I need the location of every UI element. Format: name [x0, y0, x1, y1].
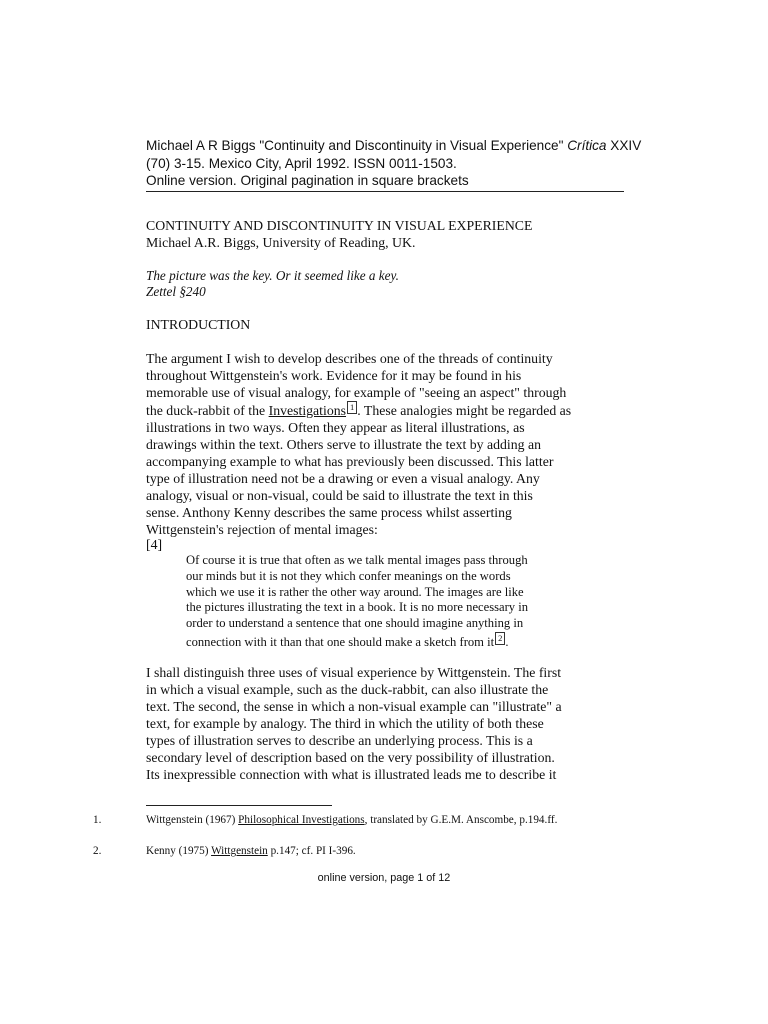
paragraph-line: analogy, visual or non-visual, could be said to illustrate the text in this [146, 488, 533, 503]
paragraph-line: Wittgenstein's rejection of mental images: [146, 522, 378, 537]
paragraph-line: text. The second, the sense in which a non-visual example can "illustrate" a [146, 699, 562, 714]
paragraph-line: Its inexpressible connection with what is illustrated leads me to describe it [146, 767, 557, 782]
journal-volume: XXIV [610, 138, 642, 153]
paper-title: CONTINUITY AND DISCONTINUITY IN VISUAL EXPERIENCE [146, 218, 533, 233]
paragraph-line: The argument I wish to develop describes one of the threads of continuity [146, 351, 553, 366]
paragraph-line: sense. Anthony Kenny describes the same process whilst asserting [146, 505, 512, 520]
footnote-2: Kenny (1975) Wittgenstein p.147; cf. PI I-396. [146, 845, 356, 857]
epigraph-quote: The picture was the key. Or it seemed like a key. [146, 268, 399, 283]
paragraph-line: secondary level of description based on the very possibility of illustration. [146, 750, 555, 765]
investigations-link[interactable]: Investigations [268, 403, 347, 418]
quote-line: the pictures illustrating the text in a book. It is no more necessary in [186, 600, 529, 615]
footnote-ref-2[interactable]: 2 [495, 632, 505, 645]
citation-line-2: (70) 3-15. Mexico City, April 1992. ISSN 0011-1503. [146, 155, 457, 171]
citation-text: Michael A R Biggs "Continuity and Discontinuity in Visual Experience" [146, 138, 564, 153]
paragraph-line: types of illustration serves to describe an underlying process. This is a [146, 733, 533, 748]
paragraph-line: in which a visual example, such as the duck-rabbit, can also illustrate the [146, 682, 549, 697]
footnote-number-2: 2. [93, 845, 102, 857]
footnote-number-1: 1. [93, 814, 102, 826]
quote-line: Of course it is true that often as we talk mental images pass through [186, 553, 528, 567]
quote-line: our minds but it is not they which confer meanings on the words [186, 568, 511, 583]
paragraph-line: throughout Wittgenstein's work. Evidence for it may be found in his [146, 368, 522, 383]
page-footer: online version, page 1 of 12 [317, 872, 451, 884]
epigraph-source: Zettel §240 [146, 284, 206, 299]
paragraph-line: text, for example by analogy. The third in which the utility of both these [146, 716, 544, 731]
paragraph-line: accompanying example to what has previously been discussed. This latter [146, 454, 554, 469]
body-paragraph-2 [146, 664, 562, 783]
footnote-1: Wittgenstein (1967) Philosophical Investigations, translated by G.E.M. Anscombe, p.194.ff. [146, 814, 558, 826]
footnote-ref-1[interactable]: 1 [347, 401, 357, 414]
title-block [146, 217, 532, 251]
quote-line: connection with it than that one should make a sketch from it 2 . [186, 632, 509, 649]
original-page-marker: [4] [146, 537, 163, 552]
citation-header [146, 137, 642, 190]
epigraph [146, 268, 399, 300]
citation-line-3: Online version. Original pagination in square brackets [146, 173, 469, 188]
body-paragraph-1 [146, 350, 571, 538]
quote-line: which we use it is rather the other way around. The images are like [186, 584, 524, 599]
quote-line: order to understand a sentence that one should imagine anything in [186, 616, 524, 631]
footnote-1-title-link[interactable]: Philosophical Investigations [238, 814, 365, 826]
header-divider [146, 191, 624, 192]
paragraph-line: illustrations in two ways. Often they appear as literal illustrations, as [146, 420, 525, 435]
footnote-2-title-link[interactable]: Wittgenstein [211, 845, 268, 857]
paragraph-line: memorable use of visual analogy, for example of "seeing an aspect" through [146, 385, 567, 400]
paragraph-line: drawings within the text. Others serve to illustrate the text by adding an [146, 437, 542, 452]
footnote-divider [146, 805, 332, 806]
citation-line-1 [146, 137, 642, 155]
section-heading: INTRODUCTION [146, 317, 251, 332]
paragraph-line: type of illustration need not be a drawing or even a visual analogy. Any [146, 471, 540, 486]
paragraph-line: I shall distinguish three uses of visual experience by Wittgenstein. The first [146, 665, 562, 680]
block-quote [186, 553, 528, 651]
paragraph-line: the duck-rabbit of the Investigations 1 . These analogies might be regarded as [146, 402, 572, 418]
author-affiliation: Michael A.R. Biggs, University of Reading, UK. [146, 235, 416, 250]
journal-name: Crítica [567, 138, 607, 153]
